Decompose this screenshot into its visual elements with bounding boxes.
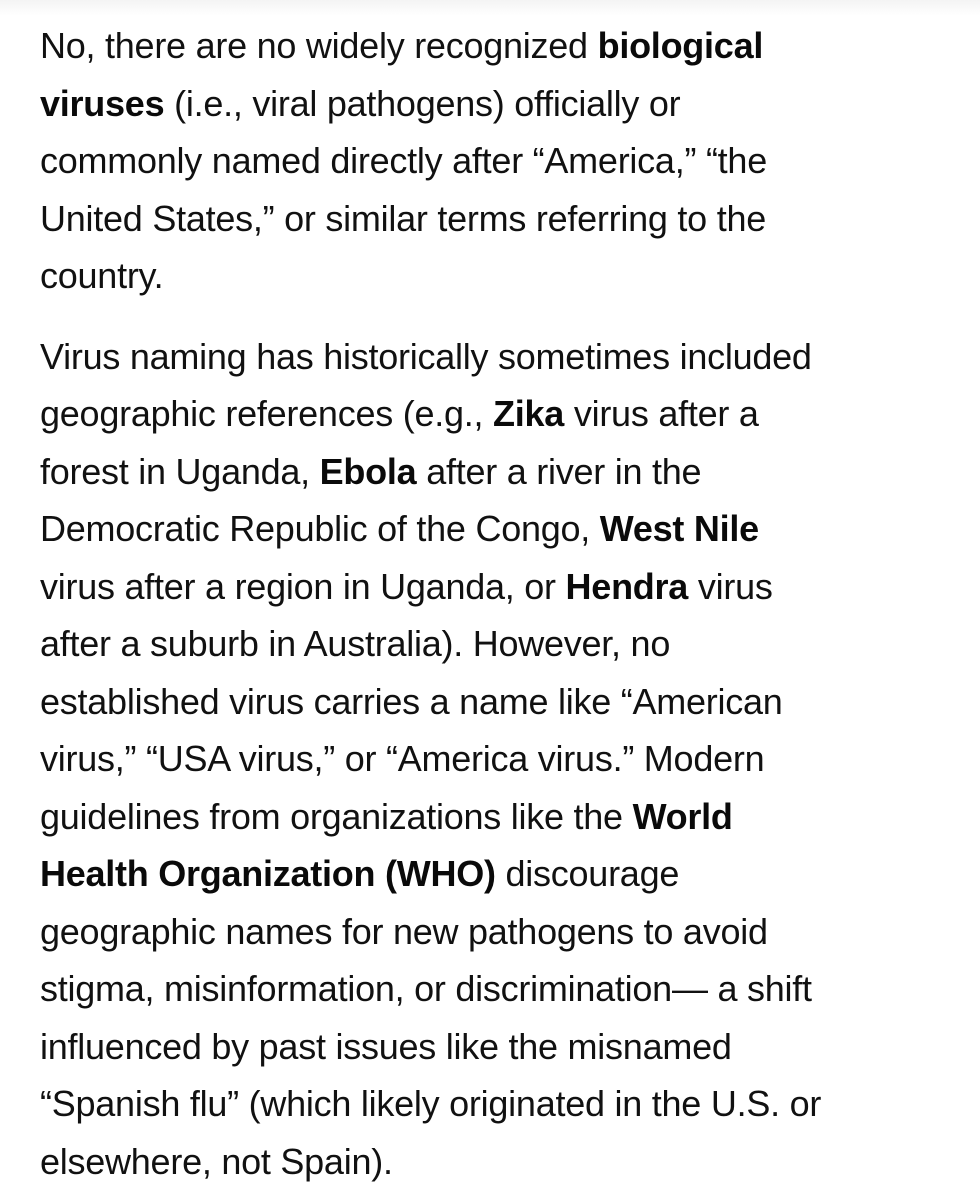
bold-term: viruses [40, 82, 165, 124]
text-line [40, 960, 960, 1018]
text-line [40, 1075, 960, 1133]
text-line [40, 17, 960, 75]
text-run: (i.e., viral pathogens) officially or [164, 82, 681, 124]
text-line [40, 328, 960, 386]
bold-term: Hendra [565, 565, 689, 607]
text-run: discourage [495, 853, 680, 894]
text-line [40, 247, 960, 305]
bold-term: biological [597, 25, 764, 66]
text-run: virus [688, 565, 773, 607]
text-line [40, 443, 960, 501]
paragraph [40, 328, 960, 1191]
text-run: No, there are no widely recognized [40, 25, 598, 66]
text-run: Virus naming has historically sometimes included [40, 335, 812, 377]
text-run: country. [40, 255, 164, 296]
text-run: geographic names for new pathogens to avoid [40, 910, 768, 952]
text-line [40, 845, 960, 903]
text-run: forest in Uganda, [40, 450, 320, 492]
bold-term: Ebola [319, 450, 417, 492]
text-line [40, 615, 960, 673]
bold-term: Health Organization (WHO) [40, 853, 496, 894]
text-run: after a river in the [416, 450, 702, 492]
text-line [40, 558, 960, 616]
text-run: virus after a [564, 393, 759, 434]
response-text [40, 17, 960, 1190]
text-run: geographic references (e.g., [40, 393, 494, 434]
top-edge-strip [0, 0, 980, 16]
text-line [40, 75, 960, 133]
text-run: guidelines from organizations like the [40, 795, 633, 837]
text-run: “Spanish flu” (which likely originated in the U.S. or [40, 1083, 822, 1124]
text-run: influenced by past issues like the misnamed [40, 1025, 732, 1067]
text-run: Democratic Republic of the Congo, [40, 508, 600, 549]
bold-term: Zika [493, 393, 565, 434]
bold-term: World [632, 795, 733, 837]
text-line [40, 1018, 960, 1076]
text-run: stigma, misinformation, or discrimination— a shift [40, 968, 812, 1009]
text-line [40, 788, 960, 846]
text-run: United States,” or similar terms referring to the [40, 197, 766, 239]
text-line [40, 385, 960, 443]
text-run: elsewhere, not Spain). [40, 1140, 393, 1182]
text-line [40, 132, 960, 190]
paragraph [40, 17, 960, 305]
text-run: virus,” “USA virus,” or “America virus.” Modern [40, 738, 765, 779]
text-line [40, 190, 960, 248]
text-line [40, 500, 960, 558]
text-run: after a suburb in Australia). However, no [40, 623, 671, 664]
text-line [40, 903, 960, 961]
text-run: established virus carries a name like “American [40, 680, 783, 722]
text-line [40, 673, 960, 731]
text-line [40, 730, 960, 788]
text-line [40, 1133, 960, 1191]
bold-term: West Nile [599, 508, 759, 549]
text-run: virus after a region in Uganda, or [40, 565, 566, 607]
text-run: commonly named directly after “America,” “the [40, 140, 767, 181]
